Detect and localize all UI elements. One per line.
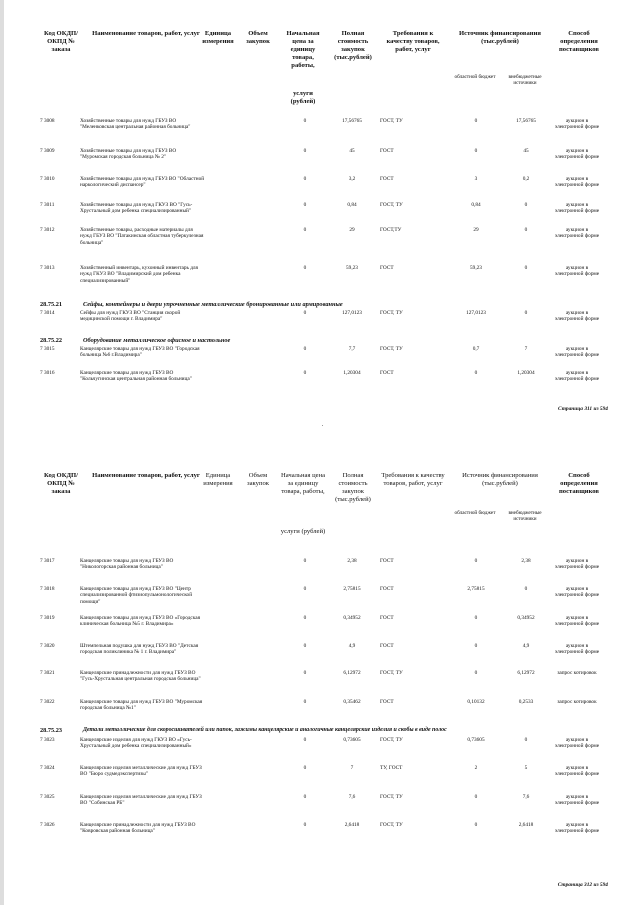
row-regional-budget: 29 <box>473 227 479 233</box>
row-name: Канцелярские товары для нужд ГБУЗ ВО "Центр специализированной фтизиопульмонологической помощи" <box>80 586 193 605</box>
row-total-cost: 6,12972 <box>343 670 361 676</box>
row-total-cost: 0,34952 <box>343 615 361 621</box>
row-total-cost: 7 <box>350 765 354 771</box>
header-requirements: Требования к качеству товаров, работ, услуг <box>386 30 440 54</box>
section-title: Сейфы, контейнеры и двери упрочненные металлические бронированные или армированные <box>83 301 343 308</box>
table-header <box>0 470 640 558</box>
header-name: Наименование товаров, работ, услуг <box>92 472 200 479</box>
row-method: запрос котировок <box>557 670 597 676</box>
row-regional-budget: 2,75815 <box>467 586 485 592</box>
row-method: аукцион в электронной форме <box>554 227 600 240</box>
row-method: аукцион в электронной форме <box>554 643 600 656</box>
table-row <box>0 670 640 699</box>
row-name: Канцелярские товары для нужд ГБУЗ ВО "Кольчугинская центральная районная больница" <box>80 370 192 383</box>
row-initial-price: 0 <box>303 670 307 676</box>
row-regional-budget: 2 <box>474 765 478 771</box>
row-total-cost: 127,0123 <box>342 310 362 316</box>
row-regional-budget: 0 <box>474 643 478 649</box>
row-total-cost: 1,20304 <box>343 370 361 376</box>
row-initial-price: 0 <box>303 310 307 316</box>
row-code: 7 3024 <box>40 765 55 771</box>
row-extra-budget: 5 <box>524 765 528 771</box>
row-method: аукцион в электронной форме <box>554 265 600 278</box>
header-total-cost: Полная стоимость закупок (тыс.рублей) <box>334 30 372 62</box>
rows-group-b <box>0 310 640 337</box>
row-method: аукцион в электронной форме <box>554 310 600 323</box>
header-unit: Единица измерения <box>202 30 234 46</box>
row-initial-price: 0 <box>303 118 307 124</box>
header-volume: Объем закупок <box>246 30 270 46</box>
row-total-cost: 3,2 <box>348 176 356 182</box>
row-name: Хозяйственные товары для нужд ГБУЗ ВО "Областной наркологический диспансер" <box>80 176 205 189</box>
row-total-cost: 7,6 <box>348 794 356 800</box>
row-method: аукцион в электронной форме <box>554 586 600 599</box>
row-name: Хозяйственные товары, расходные материалы для нужд ГБУЗ ВО "Патакинская областная туберкулезная больница" <box>80 227 204 246</box>
table-row <box>0 148 640 176</box>
row-code: 7 3025 <box>40 794 55 800</box>
row-initial-price: 0 <box>303 822 307 828</box>
row-requirements: ГОСТ <box>380 265 394 271</box>
row-name: Канцелярские изделия металлические для нужд ГБУЗ ВО "Собинская РБ" <box>80 794 202 807</box>
row-requirements: ГОСТ,ТУ <box>380 227 402 233</box>
row-code: 7 3021 <box>40 670 55 676</box>
row-name: Канцелярские принадлежности для нужд ГБУЗ ВО "Ковровская районная больница" <box>80 822 196 835</box>
row-code: 7 3017 <box>40 558 55 564</box>
header-source-extra: внебюджетные источники <box>508 510 542 523</box>
row-extra-budget: 7 <box>524 346 528 352</box>
row-requirements: ГОСТ, ТУ <box>380 794 403 800</box>
row-method: аукцион в электронной форме <box>554 794 600 807</box>
section-heading <box>0 727 640 737</box>
row-regional-budget: 0 <box>474 370 478 376</box>
row-total-cost: 45 <box>349 148 355 154</box>
row-name: Канцелярские принадлежности для нужд ГБУЗ ВО "Гусь-Хрустальная центральная городская больница" <box>80 670 201 683</box>
row-requirements: ГОСТ <box>380 615 394 621</box>
row-initial-price: 0 <box>303 202 307 208</box>
row-initial-price: 0 <box>303 370 307 376</box>
row-total-cost: 59,23 <box>346 265 358 271</box>
row-method: аукцион в электронной форме <box>554 346 600 359</box>
row-initial-price: 0 <box>303 615 307 621</box>
page-footer: Страница 312 из 594 <box>557 882 608 888</box>
row-method: аукцион в электронной форме <box>554 176 600 189</box>
rows-group-b <box>0 737 640 850</box>
row-name: Канцелярские товары для нужд ГБУЗ ВО "Городская больница №6 г.Владимира" <box>80 346 200 359</box>
row-code: 7 3016 <box>40 370 55 376</box>
row-code: 7 3010 <box>40 176 55 182</box>
header-source: Источник финансирования (тыс.рублей) <box>462 472 538 488</box>
table-row <box>0 176 640 202</box>
section-code: 28.75.21 <box>40 301 63 308</box>
section-title: Оборудование металлическое офисное и настольное <box>83 337 231 344</box>
row-regional-budget: 0,10132 <box>467 699 485 705</box>
table-row <box>0 765 640 794</box>
row-total-cost: 2,75815 <box>343 586 361 592</box>
row-requirements: ГОСТ, ТУ <box>380 822 403 828</box>
row-regional-budget: 3 <box>474 176 478 182</box>
row-initial-price: 0 <box>303 176 307 182</box>
row-requirements: ГОСТ <box>380 586 394 592</box>
row-extra-budget: 0 <box>524 227 528 233</box>
row-regional-budget: 127,0123 <box>466 310 486 316</box>
row-extra-budget: 0 <box>524 310 528 316</box>
header-code: Код ОКДП/ ОКПД № заказа <box>44 30 78 54</box>
table-row <box>0 699 640 727</box>
row-requirements: ГОСТ <box>380 148 394 154</box>
table-row <box>0 310 640 337</box>
row-initial-price: 0 <box>303 558 307 564</box>
table-row <box>0 202 640 227</box>
row-name: Канцелярские товары для нужд ГБУЗ ВО "Муромская городская больница №1" <box>80 699 203 712</box>
table-row <box>0 737 640 765</box>
section-title: Детали металлические для скоросшивателей или папок, зажимы канцелярские и аналогичные канцелярские изделия и скобы в виде полос <box>83 727 447 733</box>
row-extra-budget: 0 <box>524 737 528 743</box>
row-extra-budget: 6,12972 <box>517 670 535 676</box>
header-initial-price: Начальная цена за единицу товара, работы, <box>280 472 326 496</box>
section-heading <box>0 301 640 310</box>
row-name: Канцелярские товары для нужд ГБУЗ ВО «Городская клиническая больница №5 г. Владимира» <box>80 615 201 628</box>
row-extra-budget: 0,34952 <box>517 615 535 621</box>
row-initial-price: 0 <box>303 148 307 154</box>
row-regional-budget: 0 <box>474 118 478 124</box>
row-total-cost: 0,35462 <box>343 699 361 705</box>
document-page-312 <box>0 470 640 888</box>
row-regional-budget: 0 <box>474 558 478 564</box>
row-requirements: ТУ, ГОСТ <box>380 765 403 771</box>
table-row <box>0 346 640 370</box>
row-name: Канцелярские изделия металлические для нужд ГБУЗ ВО "Бюро судмедэкспертизы" <box>80 765 202 778</box>
row-initial-price: 0 <box>303 586 307 592</box>
row-extra-budget: 17,56765 <box>516 118 536 124</box>
row-name: Хозяйственные товары для нужд ГКУЗ ВО "Гусь-Хрустальный дом ребенка специализированный" <box>80 202 193 215</box>
row-code: 7 3013 <box>40 265 55 271</box>
section-code: 28.75.22 <box>40 337 63 344</box>
row-extra-budget: 1,20304 <box>517 370 535 376</box>
row-requirements: ГОСТ, ТУ <box>380 118 403 124</box>
row-total-cost: 0,84 <box>347 202 357 208</box>
table-row <box>0 794 640 822</box>
row-regional-budget: 0 <box>474 670 478 676</box>
row-extra-budget: 0 <box>524 202 528 208</box>
row-code: 7 3011 <box>40 202 55 208</box>
table-header <box>0 28 640 116</box>
table-row <box>0 822 640 850</box>
row-name: Штемпельная подушка для нужд ГБУЗ ВО "Детская городская поликлиника № 1 г. Владимира" <box>80 643 199 656</box>
rows-group-c <box>0 346 640 394</box>
header-name: Наименование товаров, работ, услуг <box>92 30 200 37</box>
row-name: Канцелярские изделия для нужд ГКУЗ ВО «Гусь-Хрустальный дом ребенка специализированный» <box>80 737 192 750</box>
table-row <box>0 643 640 670</box>
row-code: 7 3015 <box>40 346 55 352</box>
row-regional-budget: 0,73605 <box>467 737 485 743</box>
row-initial-price: 0 <box>303 265 307 271</box>
row-initial-price: 0 <box>303 699 307 705</box>
row-requirements: ГОСТ <box>380 643 394 649</box>
row-requirements: ГОСТ <box>380 176 394 182</box>
row-method: аукцион в электронной форме <box>554 202 600 215</box>
row-requirements: ГОСТ <box>380 699 394 705</box>
row-total-cost: 0,73605 <box>343 737 361 743</box>
header-source-regional: областной бюджет <box>454 510 496 516</box>
row-method: аукцион в электронной форме <box>554 737 600 750</box>
table-row <box>0 265 640 301</box>
header-unit: Единица измерения <box>203 472 233 488</box>
section-code: 28.75.23 <box>40 727 63 734</box>
row-initial-price: 0 <box>303 346 307 352</box>
row-regional-budget: 59,23 <box>470 265 482 271</box>
row-method: аукцион в электронной форме <box>554 148 600 161</box>
header-method: Способ определения поставщиков <box>559 30 599 54</box>
header-total-cost: Полная стоимость закупок (тыс.рублей) <box>335 472 371 504</box>
header-volume: Объем закупок <box>247 472 269 488</box>
row-requirements: ГОСТ <box>380 370 394 376</box>
row-code: 7 3022 <box>40 699 55 705</box>
row-regional-budget: 0 <box>474 794 478 800</box>
row-code: 7 3012 <box>40 227 55 233</box>
row-total-cost: 2,38 <box>347 558 357 564</box>
row-requirements: ГОСТ, ТУ <box>380 202 403 208</box>
row-code: 7 3008 <box>40 118 55 124</box>
row-name: Хозяйственный инвентарь, кухонный инвентарь для нужд ГКУЗ ВО "Владимирский дом ребенка специализированный" <box>80 265 198 284</box>
row-total-cost: 29 <box>349 227 355 233</box>
row-extra-budget: 0 <box>524 265 528 271</box>
row-initial-price: 0 <box>303 643 307 649</box>
row-total-cost: 2,6418 <box>344 822 360 828</box>
row-extra-budget: 2,6418 <box>518 822 534 828</box>
header-code: Код ОКДП/ ОКПД № заказа <box>44 472 78 496</box>
row-requirements: ГОСТ, ТУ <box>380 346 403 352</box>
row-method: аукцион в электронной форме <box>554 615 600 628</box>
row-code: 7 3018 <box>40 586 55 592</box>
row-extra-budget: 0 <box>524 586 528 592</box>
row-total-cost: 7,7 <box>348 346 356 352</box>
header-source-extra: внебюджетные источники <box>508 74 542 87</box>
rows-group-a <box>0 118 640 301</box>
row-extra-budget: 0,2 <box>522 176 530 182</box>
row-requirements: ГОСТ <box>380 558 394 564</box>
row-name: Хозяйственные товары для нужд ГБУЗ ВО "Муромская городская больница № 2" <box>80 148 177 161</box>
table-row <box>0 558 640 586</box>
header-initial-price-sub: услуги (рублей) <box>280 528 326 535</box>
table-row <box>0 586 640 615</box>
row-extra-budget: 2,38 <box>521 558 531 564</box>
table-row <box>0 370 640 394</box>
row-code: 7 3026 <box>40 822 55 828</box>
row-total-cost: 4,9 <box>348 643 356 649</box>
row-regional-budget: 0 <box>474 615 478 621</box>
row-requirements: ГОСТ, ТУ <box>380 670 403 676</box>
row-initial-price: 0 <box>303 794 307 800</box>
header-method: Способ определения поставщиков <box>559 472 599 496</box>
row-total-cost: 17,56765 <box>342 118 362 124</box>
row-code: 7 3023 <box>40 737 55 743</box>
row-method: аукцион в электронной форме <box>554 118 600 131</box>
header-initial-price: Начальная цена за единицу товара, работы, <box>286 30 320 70</box>
row-extra-budget: 4,9 <box>522 643 530 649</box>
row-regional-budget: 0,7 <box>472 346 480 352</box>
scan-speck <box>322 425 323 426</box>
row-requirements: ГОСТ, ТУ <box>380 310 403 316</box>
table-row <box>0 615 640 643</box>
row-name: Канцелярские товары для нужд ГБУЗ ВО "Никологорская районная больница" <box>80 558 174 571</box>
row-method: аукцион в электронной форме <box>554 558 600 571</box>
row-code: 7 3009 <box>40 148 55 154</box>
document-page-311 <box>0 28 640 412</box>
section-heading <box>0 337 640 346</box>
row-code: 7 3020 <box>40 643 55 649</box>
row-initial-price: 0 <box>303 227 307 233</box>
table-row <box>0 227 640 265</box>
row-requirements: ГОСТ, ТУ <box>380 737 403 743</box>
row-regional-budget: 0 <box>474 822 478 828</box>
row-initial-price: 0 <box>303 765 307 771</box>
row-method: аукцион в электронной форме <box>554 822 600 835</box>
row-initial-price: 0 <box>303 737 307 743</box>
row-regional-budget: 0 <box>474 148 478 154</box>
header-initial-price-sub: услуги (рублей) <box>290 90 316 106</box>
table-row <box>0 118 640 148</box>
row-name: Сейфы для нужд ГКУЗ ВО "Станция скорой медицинской помощи г. Владимира" <box>80 310 181 323</box>
row-code: 7 3014 <box>40 310 55 316</box>
row-method: аукцион в электронной форме <box>554 765 600 778</box>
header-requirements: Требования к качеству товаров, работ, услуг <box>381 472 445 488</box>
row-extra-budget: 0,2533 <box>518 699 534 705</box>
header-source-regional: областной бюджет <box>454 74 496 80</box>
row-method: запрос котировок <box>557 699 597 705</box>
row-method: аукцион в электронной форме <box>554 370 600 383</box>
rows-group-a <box>0 558 640 727</box>
row-code: 7 3019 <box>40 615 55 621</box>
header-source: Источник финансирования (тыс.рублей) <box>459 30 541 46</box>
row-name: Хозяйственные товары для нужд ГБУЗ ВО "Меленковская центральная районная больница" <box>80 118 191 131</box>
row-extra-budget: 45 <box>523 148 529 154</box>
page-footer: Страница 311 из 594 <box>558 406 608 412</box>
row-extra-budget: 7,6 <box>522 794 530 800</box>
row-regional-budget: 0,84 <box>471 202 481 208</box>
